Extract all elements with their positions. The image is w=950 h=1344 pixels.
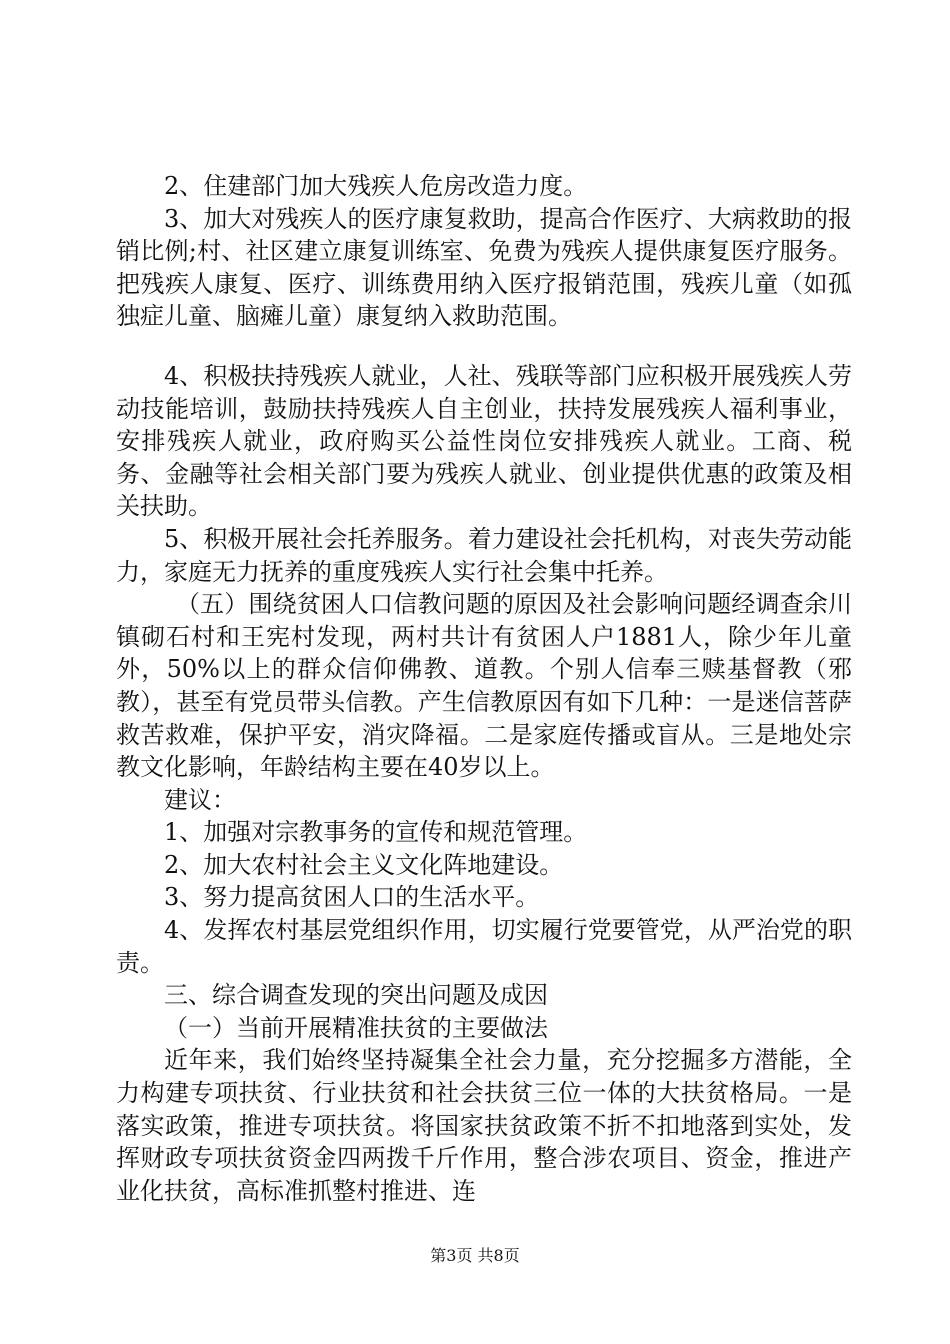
- paragraph-recent-years: 近年来，我们始终坚持凝集全社会力量，充分挖掘多方潜能，全力构建专项扶贫、行业扶贫和社会扶贫三位一体的大扶贫格局。一是落实政策，推进专项扶贫。将国家扶贫政策不折不扣地落到实处，发挥财政专项扶贫资金四两拨千斤作用，整合涉农项目、资金，推进产业化扶贫，高标准抓整村推进、连: [116, 1046, 852, 1205]
- paragraph-suggestion-2: 2、加大农村社会主义文化阵地建设。: [164, 850, 564, 879]
- paragraph-employment: 4、积极扶持残疾人就业，人社、残联等部门应积极开展残疾人劳动技能培训，鼓励扶持残疾人自主创业，扶持发展残疾人福利事业，安排残疾人就业，政府购买公益性岗位安排残疾人就业。工商、税务、金融等社会相关部门要为残疾人就业、创业提供优惠的政策及相关扶助。: [116, 361, 852, 521]
- paragraph-religion-survey: （五）围绕贫困人口信教问题的原因及社会影响问题经调查余川镇砌石村和王宪村发现，两村共计有贫困人户1881人，除少年儿童外，50%以上的群众信仰佛教、道教。个别人信奉三赎基督教（邪教），甚至有党员带头信教。产生信教原因有如下几种：一是迷信菩萨救苦救难，保护平安，消灾降福。二是家庭传播或盲从。三是地处宗教文化影响，年龄结构主要在40岁以上。: [116, 590, 852, 782]
- paragraph-care-services: 5、积极开展社会托养服务。着力建设社会托机构，对丧失劳动能力，家庭无力抚养的重度残疾人实行社会集中托养。: [116, 524, 852, 586]
- page-footer: [0, 1246, 950, 1266]
- paragraph-medical-aid: 3、加大对残疾人的医疗康复救助，提高合作医疗、大病救助的报销比例;村、社区建立康复训练室、免费为残疾人提供康复医疗服务。把残疾人康复、医疗、训练费用纳入医疗报销范围，残疾儿童（如孤独症儿童、脑瘫儿童）康复纳入救助范围。: [116, 204, 852, 331]
- section-heading-three: 三、综合调查发现的突出问题及成因: [164, 981, 548, 1010]
- paragraph-suggestion-1: 1、加强对宗教事务的宣传和规范管理。: [164, 818, 588, 847]
- page-number-label: 第3页 共8页: [430, 1246, 520, 1265]
- subsection-heading-one: （一）当前开展精准扶贫的主要做法: [164, 1013, 548, 1042]
- document-body: [116, 170, 852, 1207]
- paragraph-suggestion-3: 3、努力提高贫困人口的生活水平。: [164, 883, 540, 912]
- paragraph-suggestions-heading: 建议：: [164, 785, 236, 814]
- paragraph-suggestion-4: 4、发挥农村基层党组织作用，切实履行党要管党，从严治党的职责。: [116, 916, 852, 977]
- paragraph-housing: 2、住建部门加大残疾人危房改造力度。: [164, 172, 588, 200]
